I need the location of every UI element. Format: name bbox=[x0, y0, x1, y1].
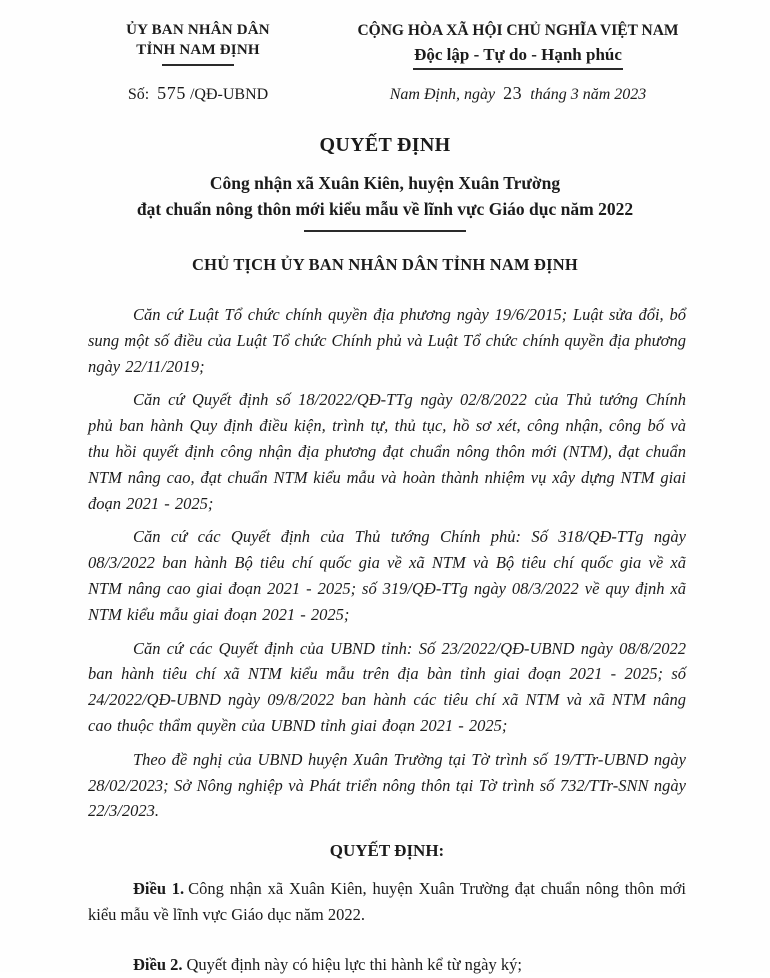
preamble-paragraph: Căn cứ các Quyết định của UBND tỉnh: Số 23/2022/QĐ-UBND ngày 08/8/2022 ban hành tiêu chí xã NTM kiểu mẫu trên địa bàn tỉnh giai đoạn 2021 - 2025; số 24/2022/QĐ-UBND ngày 09/8/2022 ban hành các tiêu chí xã NTM và xã NTM nâng cao thuộc thẩm quyền của UBND tỉnh giai đoạn 2021 - 2025; bbox=[88, 638, 686, 735]
document-number-value: 575 bbox=[157, 83, 186, 103]
national-header-block bbox=[334, 20, 702, 104]
document-subtitle-line1: Công nhận xã Xuân Kiên, huyện Xuân Trường bbox=[209, 173, 561, 193]
preamble-paragraph: Căn cứ Quyết định số 18/2022/QĐ-TTg ngày 02/8/2022 của Thủ tướng Chính phủ ban hành Quy định điều kiện, trình tự, thủ tục, hồ sơ xét, công nhận, công bố và thu hồi quyết định công nhận địa phương đạt chuẩn nông thôn mới (NTM), đạt chuẩn NTM nâng cao, đạt chuẩn NTM kiểu mẫu và hoàn thành nhiệm vụ xây dựng NTM giai đoạn 2021 - 2025; bbox=[88, 390, 686, 513]
org-name-line2: TỈNH NAM ĐỊNH bbox=[136, 42, 260, 58]
org-underline bbox=[162, 64, 234, 66]
document-title: QUYẾT ĐỊNH bbox=[319, 134, 451, 156]
article-1-label: Điều 1. bbox=[133, 879, 185, 899]
country-name: CỘNG HÒA XÃ HỘI CHỦ NGHĨA VIỆT NAM bbox=[357, 22, 679, 39]
national-motto: Độc lập - Tự do - Hạnh phúc bbox=[414, 45, 622, 64]
article-2-text: Quyết định này có hiệu lực thi hành kể từ ngày ký; bbox=[186, 955, 522, 975]
title-block bbox=[0, 134, 770, 275]
article-1 bbox=[88, 876, 686, 928]
article-2-label: Điều 2. bbox=[133, 955, 183, 975]
place-date-line bbox=[334, 83, 702, 104]
decision-heading: QUYẾT ĐỊNH: bbox=[329, 841, 445, 861]
preamble-paragraph: Căn cứ Luật Tổ chức chính quyền địa phương ngày 19/6/2015; Luật sửa đổi, bổ sung một số điều của Luật Tổ chức Chính phủ và Luật Tổ chức chính quyền địa phương ngày 22/11/2019; bbox=[88, 305, 686, 376]
document-number-label: Số: bbox=[127, 86, 150, 103]
org-name-line1: ỦY BAN NHÂN DÂN bbox=[126, 22, 270, 38]
preamble-paragraph: Căn cứ các Quyết định của Thủ tướng Chính phủ: Số 318/QĐ-TTg ngày 08/3/2022 ban hành Bộ tiêu chí quốc gia về xã NTM và Bộ tiêu chí quốc gia về xã NTM nâng cao giai đoạn 2021 - 2025; số 319/QĐ-TTg ngày 08/3/2022 về quy định xã NTM kiểu mẫu giai đoạn 2021 - 2025; bbox=[88, 527, 686, 624]
document-number-suffix: /QĐ-UBND bbox=[189, 86, 269, 103]
motto-underline bbox=[413, 68, 623, 70]
issuing-org-block bbox=[92, 20, 304, 104]
document-number bbox=[92, 83, 304, 104]
date-prefix: Nam Định, ngày bbox=[389, 86, 496, 103]
subtitle-underline bbox=[304, 230, 466, 232]
document-body bbox=[0, 302, 770, 978]
authority-title: CHỦ TỊCH ỦY BAN NHÂN DÂN TỈNH NAM ĐỊNH bbox=[192, 255, 578, 274]
article-1-text: Công nhận xã Xuân Kiên, huyện Xuân Trường đạt chuẩn nông thôn mới kiểu mẫu về lĩnh vực Giáo dục năm 2022. bbox=[88, 879, 686, 925]
document-header bbox=[0, 20, 770, 104]
date-day-value: 23 bbox=[503, 83, 523, 103]
date-suffix: tháng 3 năm 2023 bbox=[530, 86, 647, 103]
article-2 bbox=[88, 952, 686, 978]
document-subtitle-line2: đạt chuẩn nông thôn mới kiểu mẫu về lĩnh vực Giáo dục năm 2022 bbox=[136, 199, 634, 219]
preamble-paragraph: Theo đề nghị của UBND huyện Xuân Trường tại Tờ trình số 19/TTr-UBND ngày 28/02/2023; Sở Nông nghiệp và Phát triển nông thôn tại Tờ trình số 732/TTr-SNN ngày 22/3/2023. bbox=[88, 749, 686, 821]
